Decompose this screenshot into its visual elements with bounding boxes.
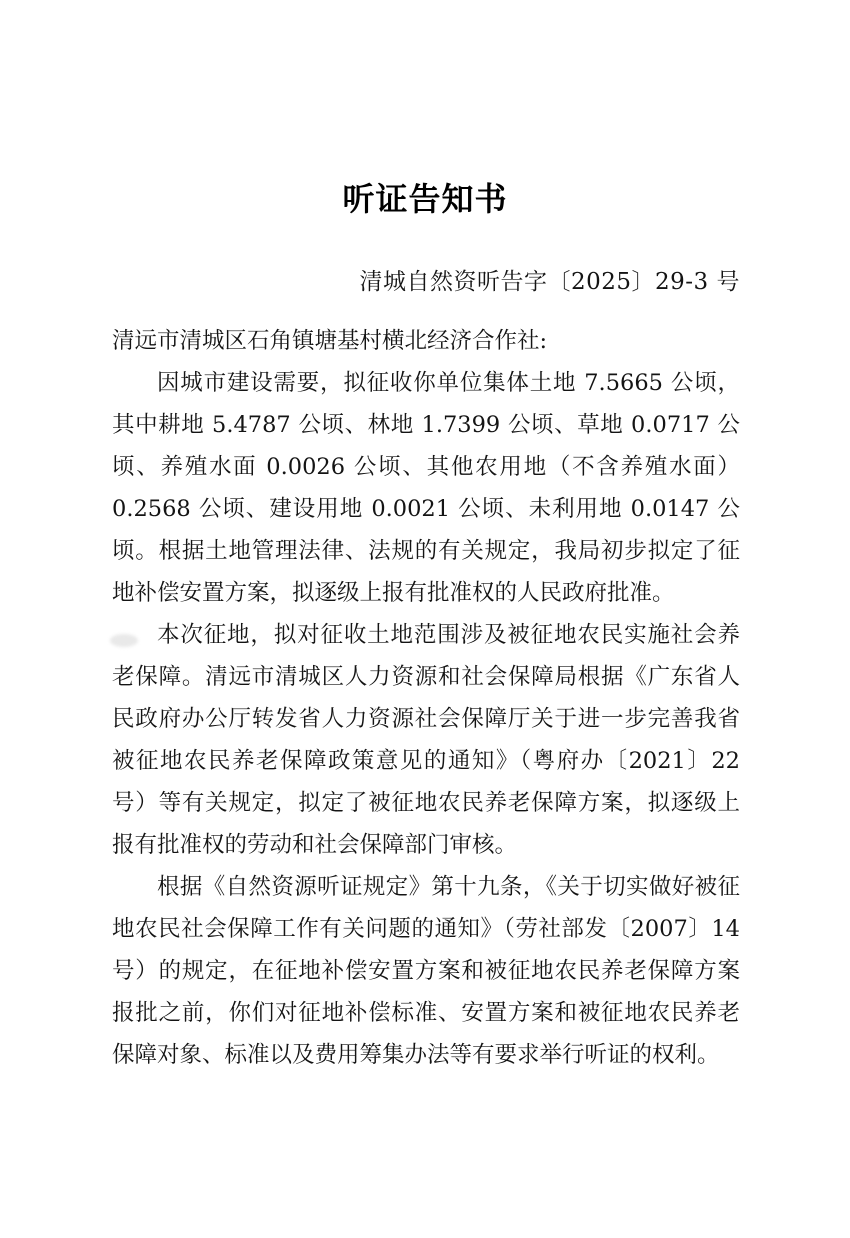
document-number: 清城自然资听告字〔2025〕29-3 号	[359, 269, 740, 295]
paragraph-hearing-rights: 根据《自然资源听证规定》第十九条，《关于切实做好被征地农民社会保障工作有关问题的通知》（劳社部发〔2007〕14 号）的规定，在征地补偿安置方案和被征地农民养老保障方案报批之前，你们对征地补偿标准、安置方案和被征地农民养老保障对象、标准以及费用筹集办法等有要求举行听证的权利。	[112, 874, 740, 1068]
document-body	[112, 320, 740, 1076]
addressee-line: 清远市清城区石角镇塘基村横北经济合作社:	[112, 328, 548, 354]
document-title: 听证告知书	[342, 180, 508, 218]
paragraph-social-security-plan: 本次征地，拟对征收土地范围涉及被征地农民实施社会养老保障。清远市清城区人力资源和社会保障局根据《广东省人民政府办公厅转发省人力资源社会保障厅关于进一步完善我省被征地农民养老保障政策意见的通知》（粤府办〔2021〕22 号）等有关规定，拟定了被征地农民养老保障方案，拟逐级上报有批准权的劳动和社会保障部门审核。	[112, 622, 740, 858]
paragraph-land-acquisition: 因城市建设需要，拟征收你单位集体土地 7.5665 公顷，其中耕地 5.4787 公顷、林地 1.7399 公顷、草地 0.0717 公顷、养殖水面 0.0026 公顷、其他农用地（不含养殖水面）0.2568 公顷、建设用地 0.0021 公顷、未利用地 0.0147 公顷。根据土地管理法律、法规的有关规定，我局初步拟定了征地补偿安置方案，拟逐级上报有批准权的人民政府批准。	[112, 370, 740, 606]
scan-smudge-artifact	[110, 634, 138, 647]
